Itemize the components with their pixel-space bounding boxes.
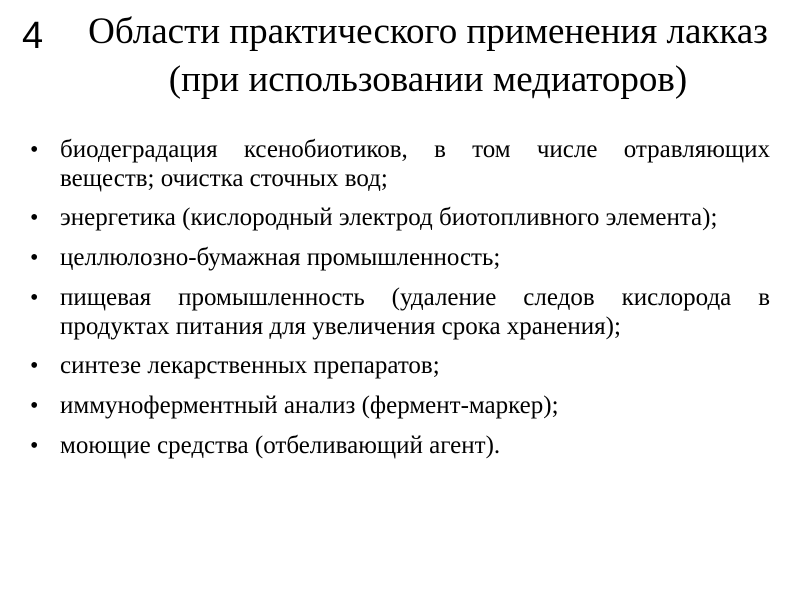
bullet-icon: • [30, 433, 39, 459]
list-item [30, 391, 770, 421]
bullet-list [30, 135, 770, 471]
list-item [30, 203, 770, 233]
list-item [30, 431, 770, 461]
bullet-icon: • [30, 393, 39, 419]
bullet-text: целлюлозно-бумажная промышленность; [60, 244, 501, 271]
bullet-icon: • [30, 245, 39, 271]
bullet-icon: • [30, 205, 39, 231]
list-item [30, 283, 770, 341]
list-item [30, 351, 770, 381]
bullet-icon: • [30, 353, 39, 379]
bullet-text: моющие средства (отбеливающий агент). [60, 432, 501, 459]
bullet-text: биодеградация ксенобиотиков, в том числе отравляющих веществ; очистка сточных вод; [60, 136, 770, 192]
bullet-icon: • [30, 137, 39, 163]
slide-number: 4 [22, 15, 44, 57]
slide-title: Области практического применения лакказ (при использовании медиаторов) [88, 11, 768, 100]
bullet-text: энергетика (кислородный электрод биотопливного элемента); [60, 204, 718, 231]
bullet-icon: • [30, 285, 39, 311]
bullet-text: синтезе лекарственных препаратов; [60, 352, 440, 379]
bullet-text: иммуноферментный анализ (фермент-маркер); [60, 392, 559, 419]
list-item [30, 135, 770, 193]
list-item [30, 243, 770, 273]
bullet-text: пищевая промышленность (удаление следов кислорода в продуктах питания для увеличения срока хранения); [60, 284, 770, 340]
